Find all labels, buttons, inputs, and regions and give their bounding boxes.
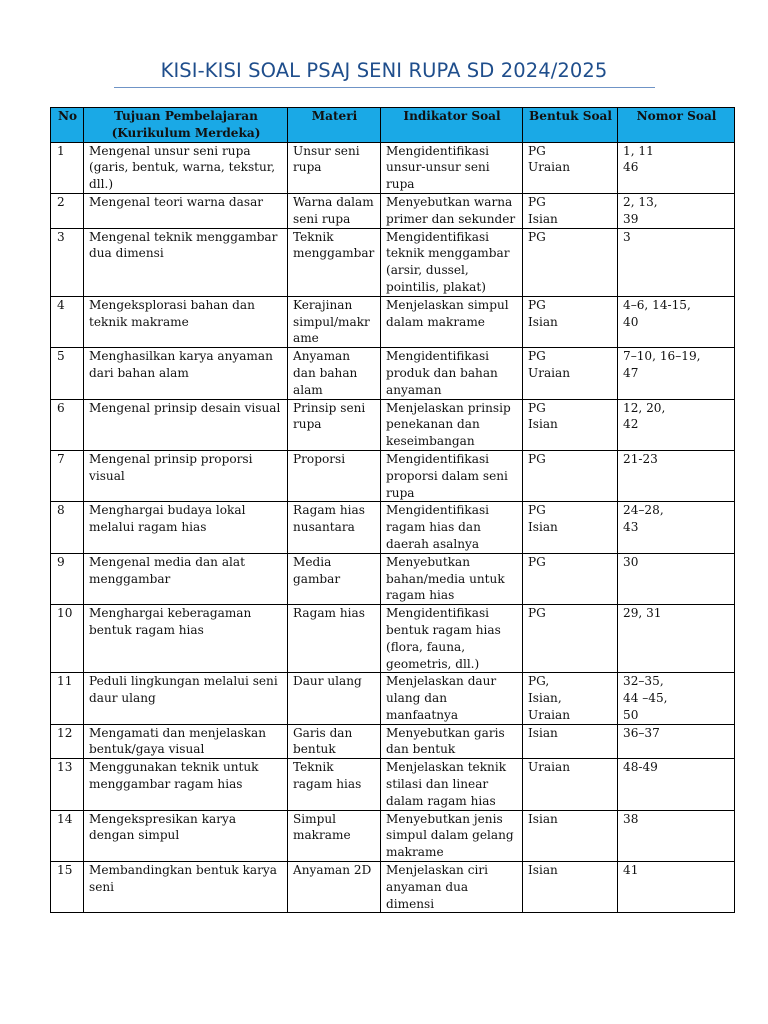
table-row <box>51 553 735 604</box>
cell-bentuk: Isian <box>523 862 618 913</box>
cell-tujuan: Mengekspresikan karya dengan simpul <box>84 810 288 861</box>
cell-materi: Kerajinan simpul/makrame <box>288 296 381 347</box>
cell-materi: Anyaman dan bahan alam <box>288 348 381 399</box>
cell-no: 6 <box>51 399 84 450</box>
cell-indikator: Menyebutkan garis dan bentuk <box>381 724 523 759</box>
cell-materi: Proporsi <box>288 450 381 501</box>
column-header-nomor: Nomor Soal <box>618 108 735 143</box>
cell-tujuan: Mengenal media dan alat menggambar <box>84 553 288 604</box>
table-row <box>51 724 735 759</box>
cell-tujuan: Menghargai keberagaman bentuk ragam hias <box>84 605 288 673</box>
cell-bentuk: PG Isian <box>523 502 618 553</box>
cell-bentuk: Uraian <box>523 759 618 810</box>
cell-nomor: 7–10, 16–19, 47 <box>618 348 735 399</box>
cell-materi: Ragam hias <box>288 605 381 673</box>
table-row <box>51 450 735 501</box>
cell-materi: Anyaman 2D <box>288 862 381 913</box>
cell-nomor: 12, 20, 42 <box>618 399 735 450</box>
cell-indikator: Menjelaskan teknik stilasi dan linear dalam ragam hias <box>381 759 523 810</box>
cell-nomor: 32–35, 44 –45, 50 <box>618 673 735 724</box>
cell-materi: Daur ulang <box>288 673 381 724</box>
cell-nomor: 30 <box>618 553 735 604</box>
cell-tujuan: Mengenal prinsip proporsi visual <box>84 450 288 501</box>
cell-bentuk: PG Isian <box>523 296 618 347</box>
cell-bentuk: PG Isian <box>523 399 618 450</box>
cell-nomor: 29, 31 <box>618 605 735 673</box>
cell-bentuk: PG Isian <box>523 193 618 228</box>
cell-bentuk: PG <box>523 553 618 604</box>
column-header-indikator: Indikator Soal <box>381 108 523 143</box>
cell-bentuk: PG Uraian <box>523 142 618 193</box>
cell-nomor: 1, 11 46 <box>618 142 735 193</box>
table-row <box>51 605 735 673</box>
cell-materi: Teknik menggambar <box>288 228 381 296</box>
cell-no: 4 <box>51 296 84 347</box>
cell-tujuan: Menghargai budaya lokal melalui ragam hias <box>84 502 288 553</box>
cell-tujuan: Menghasilkan karya anyaman dari bahan alam <box>84 348 288 399</box>
cell-indikator: Menyebutkan bahan/media untuk ragam hias <box>381 553 523 604</box>
cell-nomor: 41 <box>618 862 735 913</box>
cell-bentuk: Isian <box>523 810 618 861</box>
table-body <box>51 142 735 913</box>
cell-materi: Warna dalam seni rupa <box>288 193 381 228</box>
cell-indikator: Menjelaskan simpul dalam makrame <box>381 296 523 347</box>
cell-materi: Teknik ragam hias <box>288 759 381 810</box>
cell-indikator: Mengidentifikasi ragam hias dan daerah asalnya <box>381 502 523 553</box>
cell-indikator: Mengidentifikasi teknik menggambar (arsir, dussel, pointilis, plakat) <box>381 228 523 296</box>
cell-indikator: Menyebutkan warna primer dan sekunder <box>381 193 523 228</box>
cell-no: 1 <box>51 142 84 193</box>
cell-nomor: 2, 13, 39 <box>618 193 735 228</box>
cell-tujuan: Mengenal teknik menggambar dua dimensi <box>84 228 288 296</box>
cell-nomor: 3 <box>618 228 735 296</box>
table-row <box>51 348 735 399</box>
table-row <box>51 862 735 913</box>
cell-no: 7 <box>51 450 84 501</box>
table-row <box>51 399 735 450</box>
table-row <box>51 810 735 861</box>
table-row <box>51 193 735 228</box>
cell-materi: Simpul makrame <box>288 810 381 861</box>
cell-bentuk: PG Uraian <box>523 348 618 399</box>
cell-indikator: Menyebutkan jenis simpul dalam gelang makrame <box>381 810 523 861</box>
cell-bentuk: PG <box>523 605 618 673</box>
table-row <box>51 296 735 347</box>
cell-no: 8 <box>51 502 84 553</box>
cell-no: 13 <box>51 759 84 810</box>
cell-materi: Garis dan bentuk <box>288 724 381 759</box>
cell-nomor: 36–37 <box>618 724 735 759</box>
title-underline <box>114 87 655 88</box>
cell-no: 10 <box>51 605 84 673</box>
cell-bentuk: PG, Isian, Uraian <box>523 673 618 724</box>
column-header-bentuk: Bentuk Soal <box>523 108 618 143</box>
cell-tujuan: Mengenal teori warna dasar <box>84 193 288 228</box>
table-row <box>51 673 735 724</box>
cell-no: 11 <box>51 673 84 724</box>
cell-indikator: Menjelaskan daur ulang dan manfaatnya <box>381 673 523 724</box>
cell-no: 2 <box>51 193 84 228</box>
cell-no: 9 <box>51 553 84 604</box>
kisi-kisi-table <box>50 107 735 913</box>
table-row <box>51 228 735 296</box>
cell-indikator: Menjelaskan prinsip penekanan dan keseimbangan <box>381 399 523 450</box>
table-row <box>51 759 735 810</box>
cell-tujuan: Mengenal unsur seni rupa (garis, bentuk, warna, tekstur, dll.) <box>84 142 288 193</box>
column-header-materi: Materi <box>288 108 381 143</box>
cell-materi: Prinsip seni rupa <box>288 399 381 450</box>
cell-materi: Unsur seni rupa <box>288 142 381 193</box>
cell-no: 14 <box>51 810 84 861</box>
page-title: KISI-KISI SOAL PSAJ SENI RUPA SD 2024/2025 <box>160 59 608 82</box>
cell-tujuan: Menggunakan teknik untuk menggambar ragam hias <box>84 759 288 810</box>
cell-bentuk: PG <box>523 228 618 296</box>
cell-nomor: 48-49 <box>618 759 735 810</box>
cell-nomor: 21-23 <box>618 450 735 501</box>
cell-indikator: Menjelaskan ciri anyaman dua dimensi <box>381 862 523 913</box>
table-header-row <box>51 108 735 143</box>
cell-bentuk: Isian <box>523 724 618 759</box>
column-header-tujuan: Tujuan Pembelajaran (Kurikulum Merdeka) <box>84 108 288 143</box>
cell-tujuan: Peduli lingkungan melalui seni daur ulang <box>84 673 288 724</box>
cell-no: 3 <box>51 228 84 296</box>
cell-no: 15 <box>51 862 84 913</box>
cell-no: 5 <box>51 348 84 399</box>
cell-tujuan: Mengamati dan menjelaskan bentuk/gaya visual <box>84 724 288 759</box>
table-row <box>51 142 735 193</box>
cell-nomor: 38 <box>618 810 735 861</box>
table-row <box>51 502 735 553</box>
cell-nomor: 4–6, 14-15, 40 <box>618 296 735 347</box>
cell-materi: Media gambar <box>288 553 381 604</box>
cell-indikator: Mengidentifikasi produk dan bahan anyaman <box>381 348 523 399</box>
cell-tujuan: Membandingkan bentuk karya seni <box>84 862 288 913</box>
column-header-no: No <box>51 108 84 143</box>
cell-indikator: Mengidentifikasi bentuk ragam hias (flora, fauna, geometris, dll.) <box>381 605 523 673</box>
cell-indikator: Mengidentifikasi proporsi dalam seni rupa <box>381 450 523 501</box>
cell-no: 12 <box>51 724 84 759</box>
cell-nomor: 24–28, 43 <box>618 502 735 553</box>
cell-indikator: Mengidentifikasi unsur-unsur seni rupa <box>381 142 523 193</box>
cell-bentuk: PG <box>523 450 618 501</box>
cell-materi: Ragam hias nusantara <box>288 502 381 553</box>
cell-tujuan: Mengeksplorasi bahan dan teknik makrame <box>84 296 288 347</box>
cell-tujuan: Mengenal prinsip desain visual <box>84 399 288 450</box>
